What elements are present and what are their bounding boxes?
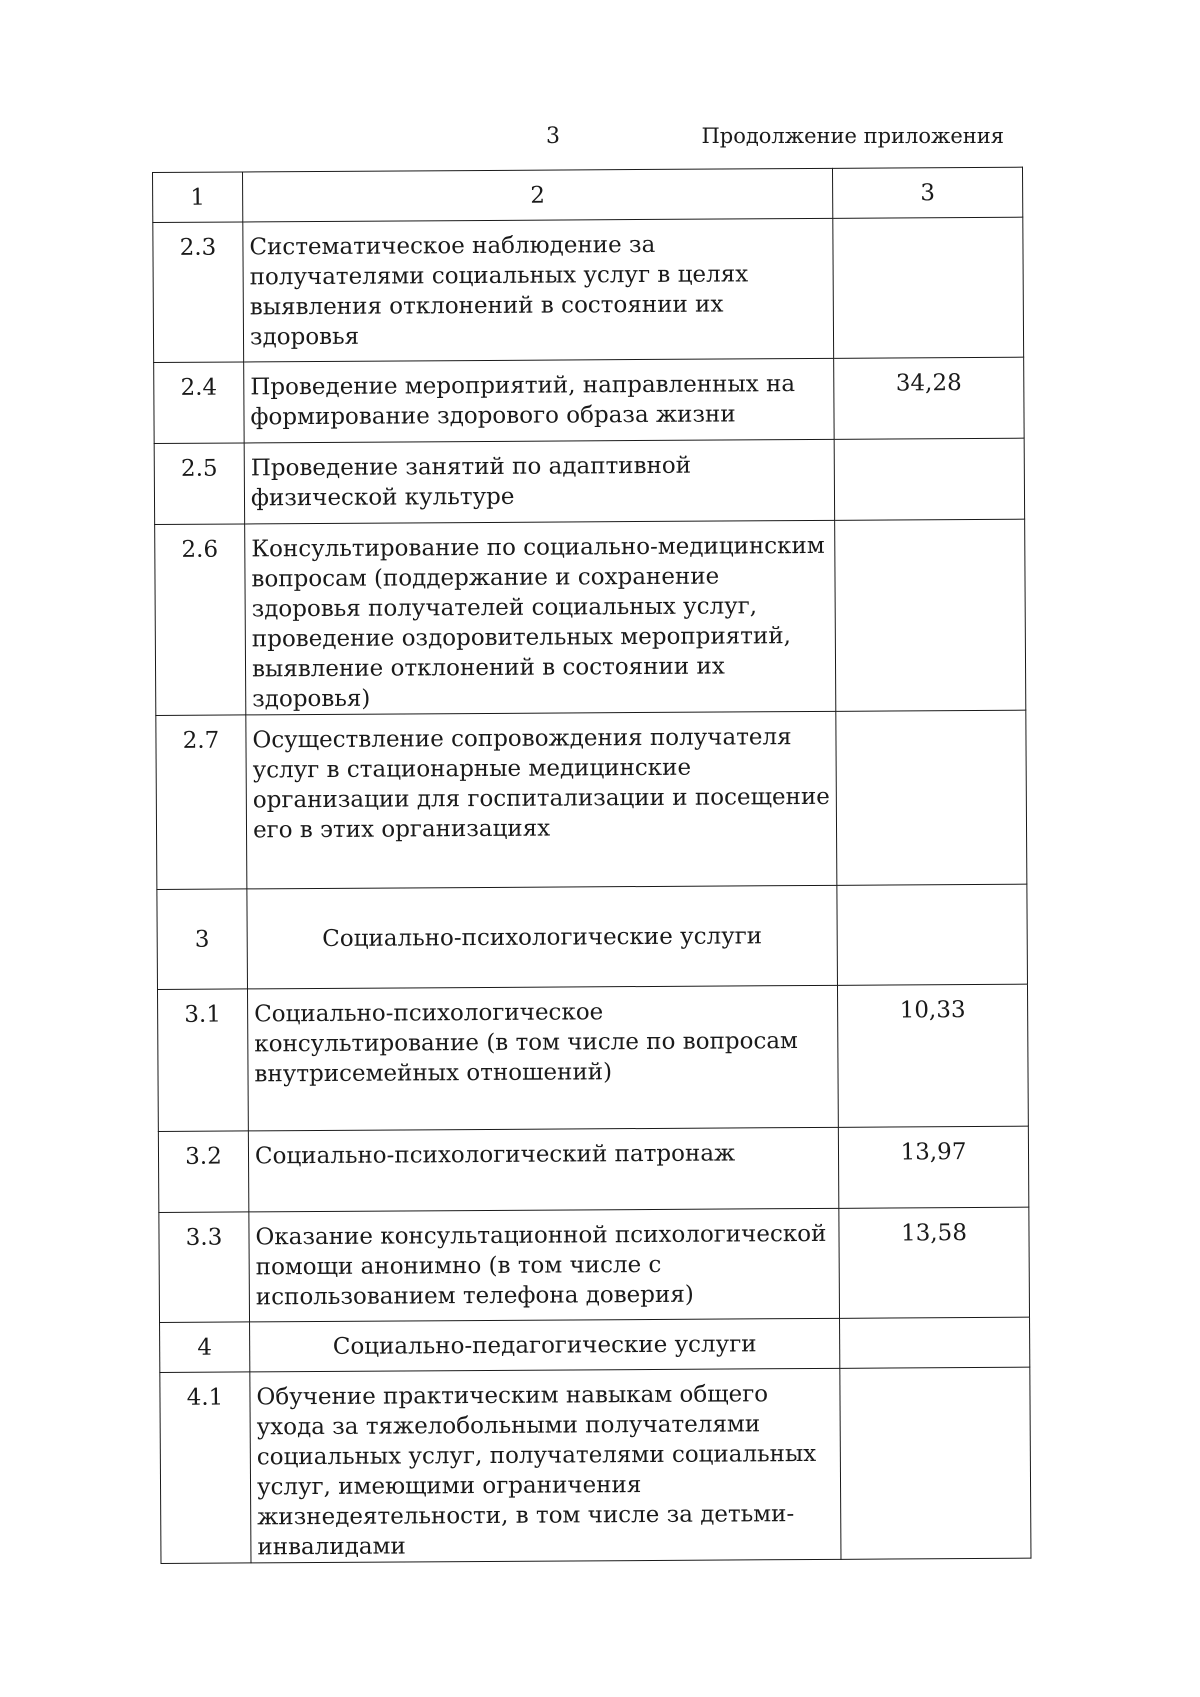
service-description: Проведение мероприятий, направленных на формирование здорового образа жизни	[244, 358, 834, 443]
table-row	[156, 710, 1027, 889]
row-number: 3.2	[158, 1131, 248, 1213]
row-number: 3.3	[159, 1212, 250, 1323]
row-number: 2.3	[153, 222, 244, 363]
table-row	[154, 438, 1024, 524]
table-row	[160, 1367, 1031, 1563]
table-row	[157, 984, 1028, 1131]
section-row	[157, 884, 1028, 989]
section-title: Социально-психологические услуги	[247, 885, 838, 989]
table-row	[155, 519, 1026, 715]
table-header-row	[153, 167, 1023, 222]
service-description: Обучение практическим навыкам общего ухода за тяжелобольными получателями социальных услуг, получателями социальных услуг, имеющими ограничения жизнедеятельности, в том числе за детьми-инвалидами	[250, 1368, 841, 1563]
row-number: 3.1	[157, 989, 248, 1132]
service-value	[840, 1367, 1031, 1559]
header-note: Продолжение приложения	[701, 124, 1004, 148]
column-header-3: 3	[832, 167, 1022, 218]
section-title: Социально-педагогические услуги	[250, 1318, 840, 1372]
table-row	[154, 357, 1024, 443]
service-value	[834, 438, 1024, 520]
row-number: 2.6	[155, 524, 246, 716]
table-row	[159, 1207, 1030, 1322]
service-description: Социально-психологический патронаж	[248, 1127, 838, 1212]
section-value	[840, 1317, 1030, 1368]
service-description: Проведение занятий по адаптивной физической культуре	[244, 439, 834, 524]
service-value	[833, 217, 1024, 358]
section-row	[160, 1317, 1030, 1372]
row-number: 2.5	[154, 443, 244, 525]
services-table	[152, 167, 1031, 1564]
service-value: 34,28	[834, 357, 1024, 439]
table-row	[158, 1126, 1028, 1212]
service-description: Оказание консультационной психологической помощи анонимно (в том числе с использованием телефона доверия)	[249, 1208, 840, 1322]
service-description: Систематическое наблюдение за получателями социальных услуг в целях выявления отклонений в состоянии их здоровья	[243, 218, 834, 362]
service-value: 13,97	[838, 1126, 1028, 1208]
row-number: 2.7	[156, 715, 247, 890]
service-description: Консультирование по социально-медицинским вопросам (поддержание и сохранение здоровья получателей социальных услуг, проведение оздоровительных мероприятий, выявление отклонений в состоянии их здоровья)	[245, 520, 836, 715]
service-value	[836, 710, 1027, 885]
row-number: 2.4	[154, 362, 244, 444]
column-header-2: 2	[243, 168, 833, 222]
service-description: Социально-психологическое консультирование (в том числе по вопросам внутрисемейных отношений)	[247, 985, 838, 1131]
section-value	[837, 884, 1028, 985]
table-row	[153, 217, 1024, 362]
row-number: 4.1	[160, 1372, 251, 1564]
service-value: 10,33	[837, 984, 1028, 1127]
column-header-1: 1	[153, 172, 243, 223]
section-number: 3	[157, 889, 248, 990]
service-value: 13,58	[839, 1207, 1030, 1318]
service-description: Осуществление сопровождения получателя услуг в стационарные медицинские организации для госпитализации и посещение его в этих организациях	[246, 711, 837, 889]
page-number: 3	[546, 124, 560, 149]
section-number: 4	[160, 1322, 250, 1373]
service-value	[835, 519, 1026, 711]
